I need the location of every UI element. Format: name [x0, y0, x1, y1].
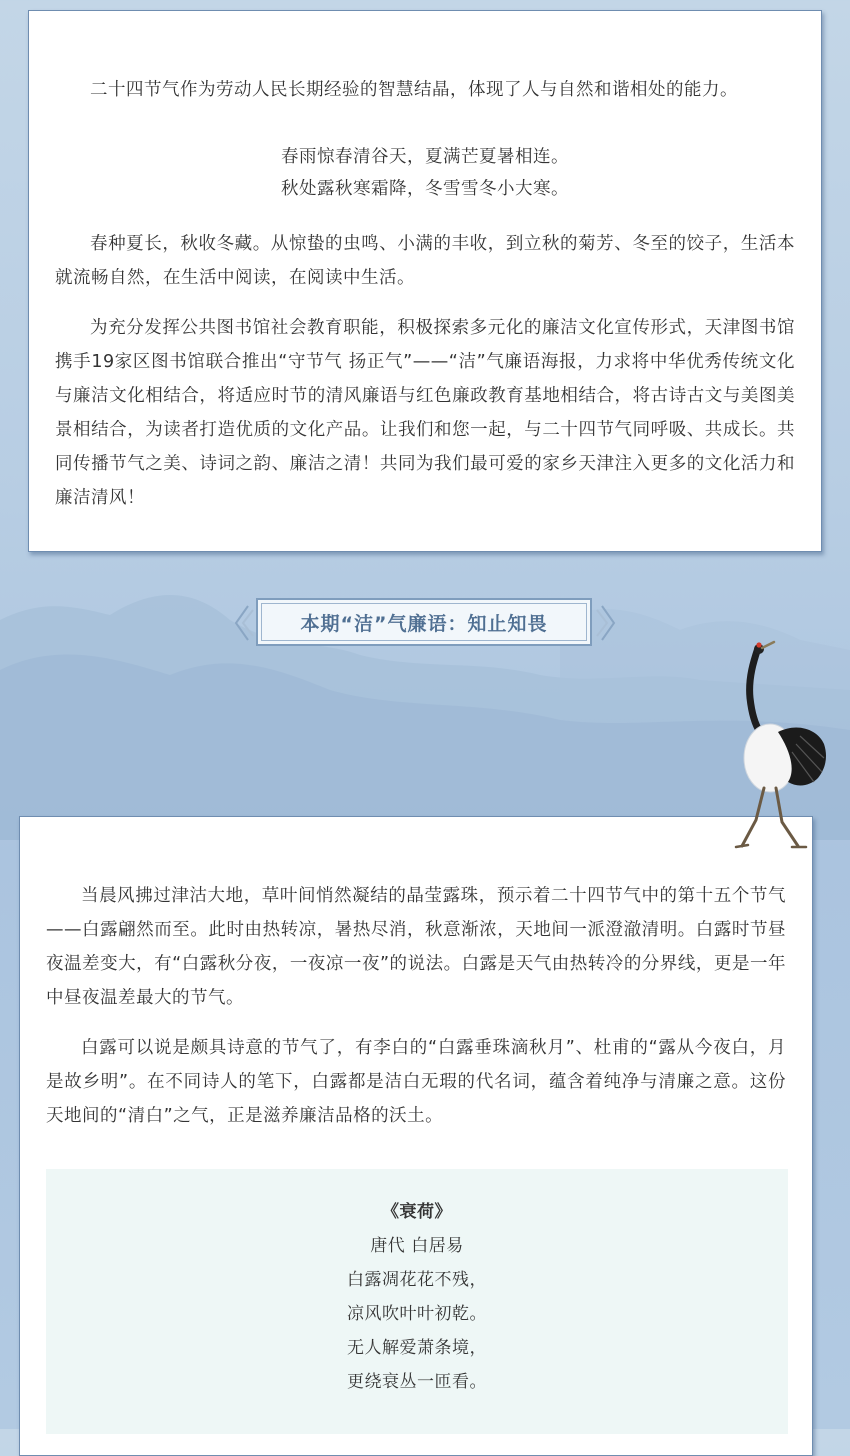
section-title: 本期“洁”气廉语：知止知畏	[261, 603, 587, 641]
poem-line: 更绕衰丛一匝看。	[347, 1372, 487, 1392]
section-title-banner	[232, 598, 618, 648]
poem-title: 《衰荷》	[382, 1202, 452, 1222]
intro-paragraph-3: 为充分发挥公共图书馆社会教育职能，积极探索多元化的廉洁文化宣传形式，天津图书馆携手19家区图书馆联合推出“守节气 扬正气”——“洁”气廉语海报，力求将中华优秀传统文化与廉洁文化相结合，将适应时节的清风廉语与红色廉政教育基地相结合，将古诗古文与美图美景相结合，为读者打造优质的文化产品。让我们和您一起，与二十四节气同呼吸、共成长。共同传播节气之美、诗词之韵、廉洁之清！共同为我们最可爱的家乡天津注入更多的文化活力和廉洁清风！	[55, 318, 795, 508]
intro-paragraph-1: 二十四节气作为劳动人民长期经验的智慧结晶，体现了人与自然和谐相处的能力。	[90, 80, 738, 100]
bailu-paragraph-1: 当晨风拂过津沽大地，草叶间悄然凝结的晶莹露珠，预示着二十四节气中的第十五个节气——白露翩然而至。此时由热转凉，暑热尽消，秋意渐浓，天地间一派澄澈清明。白露时节昼夜温差变大，有“白露秋分夜，一夜凉一夜”的说法。白露是天气由热转冷的分界线，更是一年中昼夜温差最大的节气。	[46, 886, 786, 1008]
verse-line-1: 春雨惊春清谷天，夏满芒夏暑相连。	[281, 147, 569, 167]
crane-illustration	[718, 640, 838, 855]
poem-line: 凉风吹叶叶初乾。	[347, 1304, 487, 1324]
right-diamond-ornament	[596, 604, 618, 642]
poem-line: 无人解爱萧条境，	[347, 1338, 487, 1358]
intro-card	[28, 10, 822, 552]
poem-author: 唐代 白居易	[370, 1236, 464, 1256]
intro-paragraph-2: 春种夏长，秋收冬藏。从惊蛰的虫鸣、小满的丰收，到立秋的菊芳、冬至的饺子，生活本就流畅自然，在生活中阅读，在阅读中生活。	[55, 234, 795, 288]
verse-line-2: 秋处露秋寒霜降，冬雪雪冬小大寒。	[281, 179, 569, 199]
left-diamond-ornament	[232, 604, 254, 642]
poem-line: 白露凋花花不残，	[347, 1270, 487, 1290]
poem-box	[46, 1169, 788, 1434]
bailu-paragraph-2: 白露可以说是颇具诗意的节气了，有李白的“白露垂珠滴秋月”、杜甫的“露从今夜白，月是故乡明”。在不同诗人的笔下，白露都是洁白无瑕的代名词，蕴含着纯净与清廉之意。这份天地间的“清白”之气，正是滋养廉洁品格的沃土。	[46, 1038, 786, 1126]
bailu-card	[19, 816, 813, 1456]
